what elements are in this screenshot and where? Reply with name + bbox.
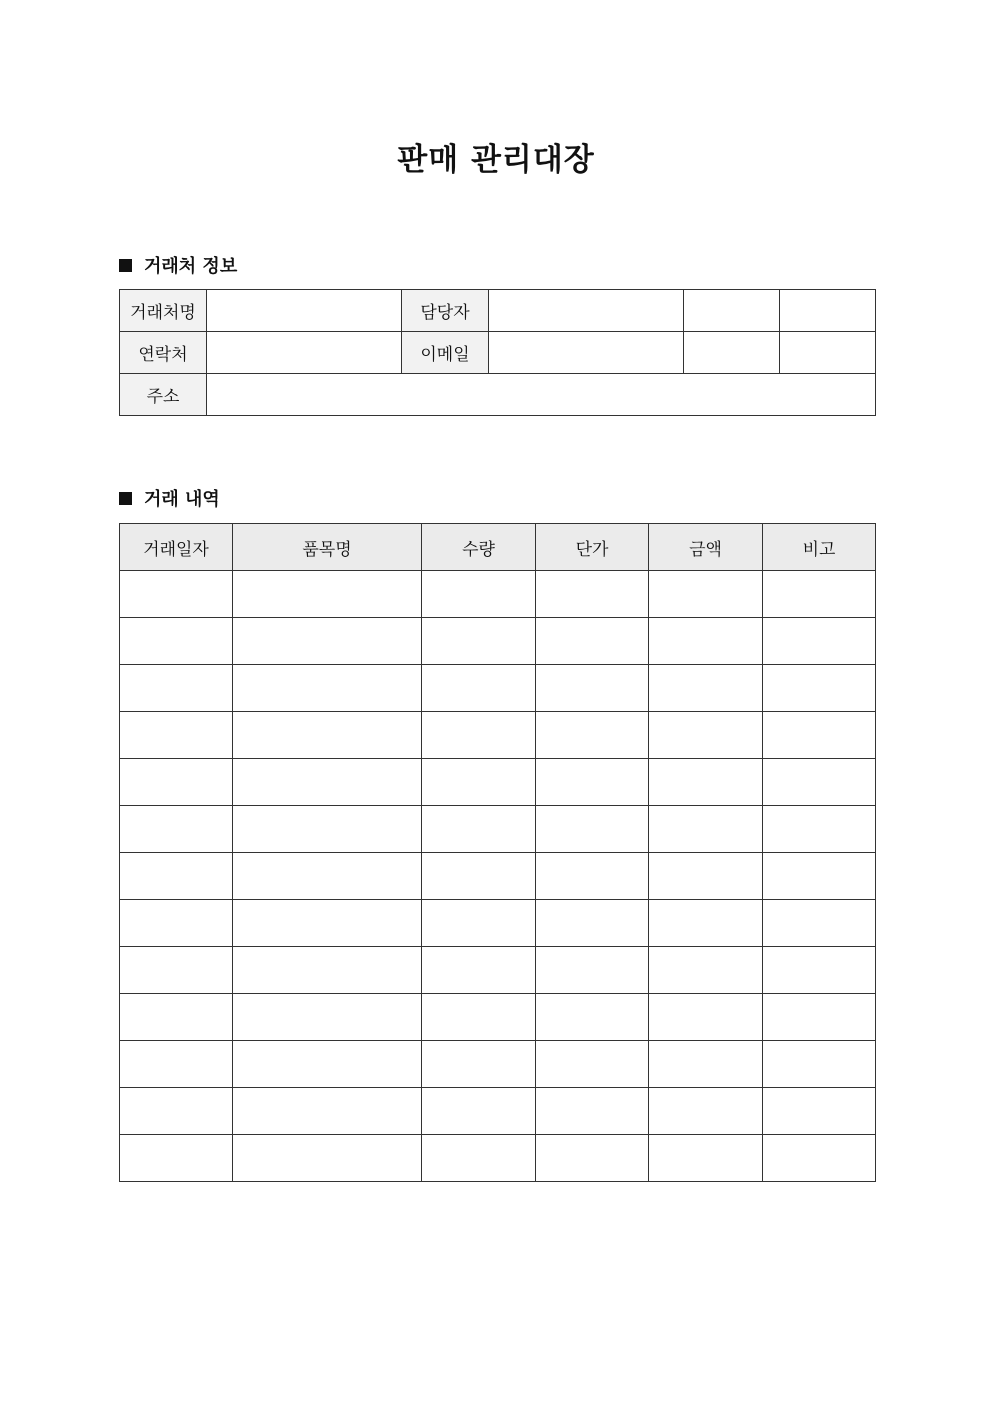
quantity-cell[interactable] [422,618,536,665]
table-row [120,571,876,618]
quantity-cell[interactable] [422,900,536,947]
unit-price-cell[interactable] [536,853,649,900]
note-cell[interactable] [763,994,876,1041]
amount-cell[interactable] [649,853,763,900]
date-cell[interactable] [120,712,233,759]
quantity-cell[interactable] [422,712,536,759]
manager-field[interactable] [489,290,684,332]
client-info-row [120,290,876,332]
item-cell[interactable] [233,571,422,618]
quantity-cell[interactable] [422,759,536,806]
quantity-cell[interactable] [422,1088,536,1135]
square-bullet-icon [119,492,132,505]
table-row [120,1135,876,1182]
date-cell[interactable] [120,994,233,1041]
item-cell[interactable] [233,618,422,665]
square-bullet-icon [119,259,132,272]
amount-cell[interactable] [649,994,763,1041]
item-cell[interactable] [233,853,422,900]
item-cell[interactable] [233,947,422,994]
table-row [120,900,876,947]
note-cell[interactable] [763,571,876,618]
manager-label: 담당자 [402,290,489,332]
item-cell[interactable] [233,900,422,947]
amount-cell[interactable] [649,900,763,947]
item-cell[interactable] [233,759,422,806]
transaction-history-table [119,523,876,1182]
note-cell[interactable] [763,1135,876,1182]
transaction-history-heading-label: 거래 내역 [144,489,220,510]
date-cell[interactable] [120,853,233,900]
column-header-item: 품목명 [233,524,422,571]
item-cell[interactable] [233,665,422,712]
quantity-cell[interactable] [422,947,536,994]
item-cell[interactable] [233,994,422,1041]
date-cell[interactable] [120,759,233,806]
transaction-rows [120,571,876,1182]
client-info-row [120,332,876,374]
amount-cell[interactable] [649,1041,763,1088]
table-row [120,994,876,1041]
unit-price-cell[interactable] [536,665,649,712]
column-header-unit-price: 단가 [536,524,649,571]
page-title: 판매 관리대장 [397,142,595,178]
unit-price-cell[interactable] [536,1088,649,1135]
amount-cell[interactable] [649,1088,763,1135]
note-cell[interactable] [763,712,876,759]
table-row [120,1088,876,1135]
table-row [120,853,876,900]
date-cell[interactable] [120,571,233,618]
quantity-cell[interactable] [422,806,536,853]
extra-field[interactable] [684,332,780,374]
table-row [120,712,876,759]
table-row [120,759,876,806]
note-cell[interactable] [763,900,876,947]
item-cell[interactable] [233,712,422,759]
unit-price-cell[interactable] [536,571,649,618]
address-label: 주소 [120,374,207,416]
note-cell[interactable] [763,665,876,712]
email-field[interactable] [489,332,684,374]
unit-price-cell[interactable] [536,1041,649,1088]
amount-cell[interactable] [649,665,763,712]
unit-price-cell[interactable] [536,994,649,1041]
table-row [120,806,876,853]
quantity-cell[interactable] [422,665,536,712]
unit-price-cell[interactable] [536,712,649,759]
amount-cell[interactable] [649,1135,763,1182]
item-cell[interactable] [233,806,422,853]
date-cell[interactable] [120,1135,233,1182]
client-info-heading-label: 거래처 정보 [144,256,238,277]
table-row [120,665,876,712]
table-row [120,618,876,665]
extra-field[interactable] [684,290,780,332]
address-field[interactable] [207,374,876,416]
extra-field[interactable] [780,290,876,332]
note-cell[interactable] [763,806,876,853]
note-cell[interactable] [763,947,876,994]
extra-field[interactable] [780,332,876,374]
unit-price-cell[interactable] [536,900,649,947]
contact-label: 연락처 [120,332,207,374]
note-cell[interactable] [763,1088,876,1135]
unit-price-cell[interactable] [536,1135,649,1182]
note-cell[interactable] [763,853,876,900]
date-cell[interactable] [120,1088,233,1135]
date-cell[interactable] [120,1041,233,1088]
amount-cell[interactable] [649,806,763,853]
amount-cell[interactable] [649,571,763,618]
column-header-note: 비고 [763,524,876,571]
client-info-heading [119,252,237,278]
quantity-cell[interactable] [422,994,536,1041]
email-label: 이메일 [402,332,489,374]
quantity-cell[interactable] [422,571,536,618]
column-header-amount: 금액 [649,524,763,571]
table-row [120,1041,876,1088]
quantity-cell[interactable] [422,1135,536,1182]
table-header-row [120,524,876,571]
quantity-cell[interactable] [422,853,536,900]
note-cell[interactable] [763,618,876,665]
date-cell[interactable] [120,947,233,994]
note-cell[interactable] [763,759,876,806]
column-header-quantity: 수량 [422,524,536,571]
date-cell[interactable] [120,900,233,947]
unit-price-cell[interactable] [536,947,649,994]
client-name-label: 거래처명 [120,290,207,332]
unit-price-cell[interactable] [536,618,649,665]
client-info-table [119,289,876,416]
client-info-row [120,374,876,416]
transaction-history-heading [119,485,220,511]
table-row [120,947,876,994]
unit-price-cell[interactable] [536,806,649,853]
date-cell[interactable] [120,806,233,853]
item-cell[interactable] [233,1041,422,1088]
date-cell[interactable] [120,665,233,712]
amount-cell[interactable] [649,759,763,806]
contact-field[interactable] [207,332,402,374]
client-name-field[interactable] [207,290,402,332]
amount-cell[interactable] [649,712,763,759]
item-cell[interactable] [233,1088,422,1135]
column-header-date: 거래일자 [120,524,233,571]
amount-cell[interactable] [649,618,763,665]
item-cell[interactable] [233,1135,422,1182]
unit-price-cell[interactable] [536,759,649,806]
date-cell[interactable] [120,618,233,665]
quantity-cell[interactable] [422,1041,536,1088]
amount-cell[interactable] [649,947,763,994]
note-cell[interactable] [763,1041,876,1088]
